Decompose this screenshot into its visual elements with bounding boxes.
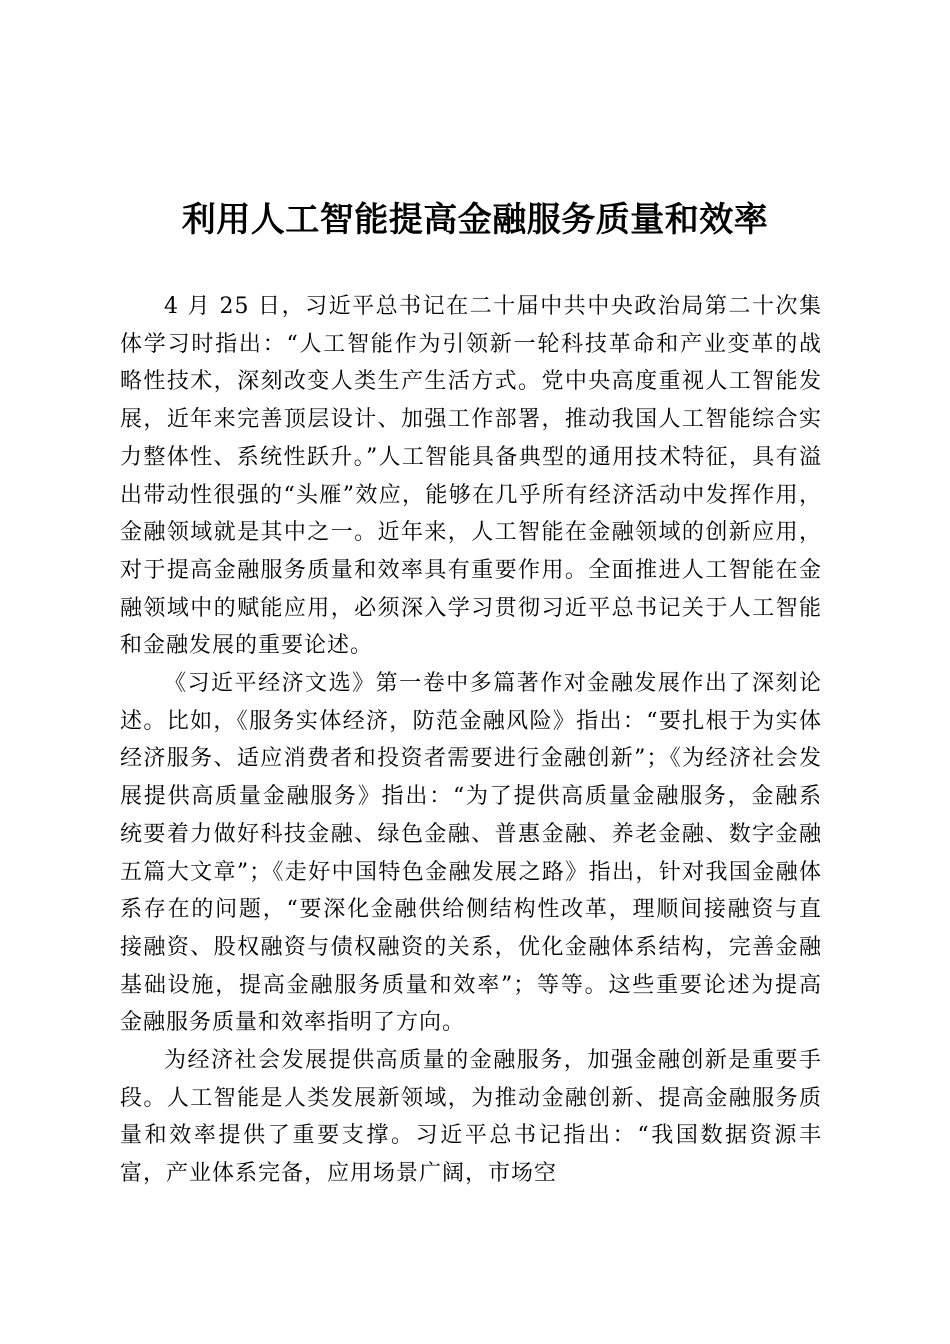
paragraph-2: 《习近平经济文选》第一卷中多篇著作对金融发展作出了深刻论述。比如，《服务实体经济，防范金融风险》指出：“要扎根于为实体经济服务、适应消费者和投资者需要进行金融创新”；《为经济社会发展提供高质量金融服务》指出：“为了提供高质量金融服务，金融系统要着力做好科技金融、绿色金融、普惠金融、养老金融、数字金融五篇大文章”；《走好中国特色金融发展之路》指出，针对我国金融体系存在的问题，“要深化金融供给侧结构性改革，理顺间接融资与直接融资、股权融资与债权融资的关系，优化金融体系结构，完善金融基础设施，提高金融服务质量和效率”；等等。这些重要论述为提高金融服务质量和效率指明了方向。: [120, 671, 822, 1036]
paragraph-1: 4 月 25 日，习近平总书记在二十届中共中央政治局第二十次集体学习时指出：“人工智能作为引领新一轮科技革命和产业变革的战略性技术，深刻改变人类生产生活方式。党中央高度重视人工智能发展，近年来完善顶层设计、加强工作部署，推动我国人工智能综合实力整体性、系统性跃升。”人工智能具备典型的通用技术特征，具有溢出带动性很强的“头雁”效应，能够在几乎所有经济活动中发挥作用，金融领域就是其中之一。近年来，人工智能在金融领域的创新应用，对于提高金融服务质量和效率具有重要作用。全面推进人工智能在金融领域中的赋能应用，必须深入学习贯彻习近平总书记关于人工智能和金融发展的重要论述。: [120, 294, 822, 659]
document-title: 利用人工智能提高金融服务质量和效率: [181, 200, 769, 240]
paragraph-3: 为经济社会发展提供高质量的金融服务，加强金融创新是重要手段。人工智能是人类发展新领域，为推动金融创新、提高金融服务质量和效率提供了重要支撑。习近平总书记指出：“我国数据资源丰富，产业体系完备，应用场景广阔，市场空: [120, 1048, 822, 1187]
document-body: [120, 288, 822, 1193]
